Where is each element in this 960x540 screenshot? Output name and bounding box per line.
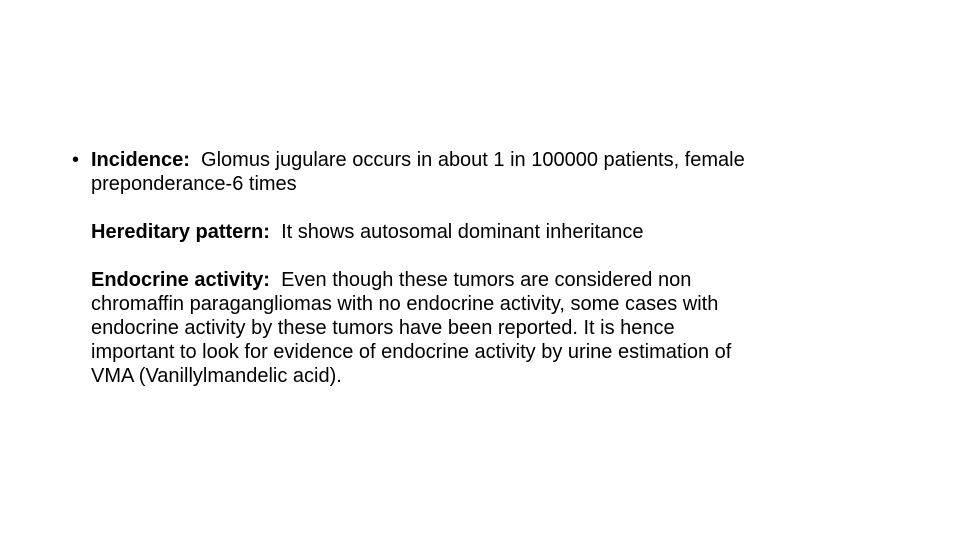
paragraph-incidence — [72, 148, 892, 196]
endocrine-line-4: important to look for evidence of endocrine activity by urine estimation of — [91, 341, 732, 363]
endocrine-line-1 — [91, 268, 892, 292]
paragraph-hereditary-pattern — [72, 220, 892, 244]
endocrine-line-2: chromaffin paragangliomas with no endocrine activity, some cases with — [91, 293, 719, 315]
paragraph-endocrine-activity — [72, 268, 892, 388]
hereditary-line-1 — [91, 220, 892, 244]
incidence-text-1: Glomus jugulare occurs in about 1 in 100000 patients, female — [201, 149, 745, 171]
incidence-line-2: preponderance-6 times — [91, 173, 297, 195]
incidence-label: Incidence: — [91, 149, 190, 171]
endocrine-activity-label: Endocrine activity: — [91, 269, 270, 291]
endocrine-line-3: endocrine activity by these tumors have been reported. It is hence — [91, 317, 675, 339]
hereditary-text-1: It shows autosomal dominant inheritance — [281, 221, 644, 243]
incidence-line-1 — [91, 148, 892, 172]
slide-body — [72, 148, 892, 412]
hereditary-pattern-label: Hereditary pattern: — [91, 221, 270, 243]
endocrine-line-5: VMA (Vanillylmandelic acid). — [91, 365, 342, 387]
endocrine-text-1: Even though these tumors are considered non — [281, 269, 692, 291]
bullet-icon: • — [72, 149, 80, 171]
